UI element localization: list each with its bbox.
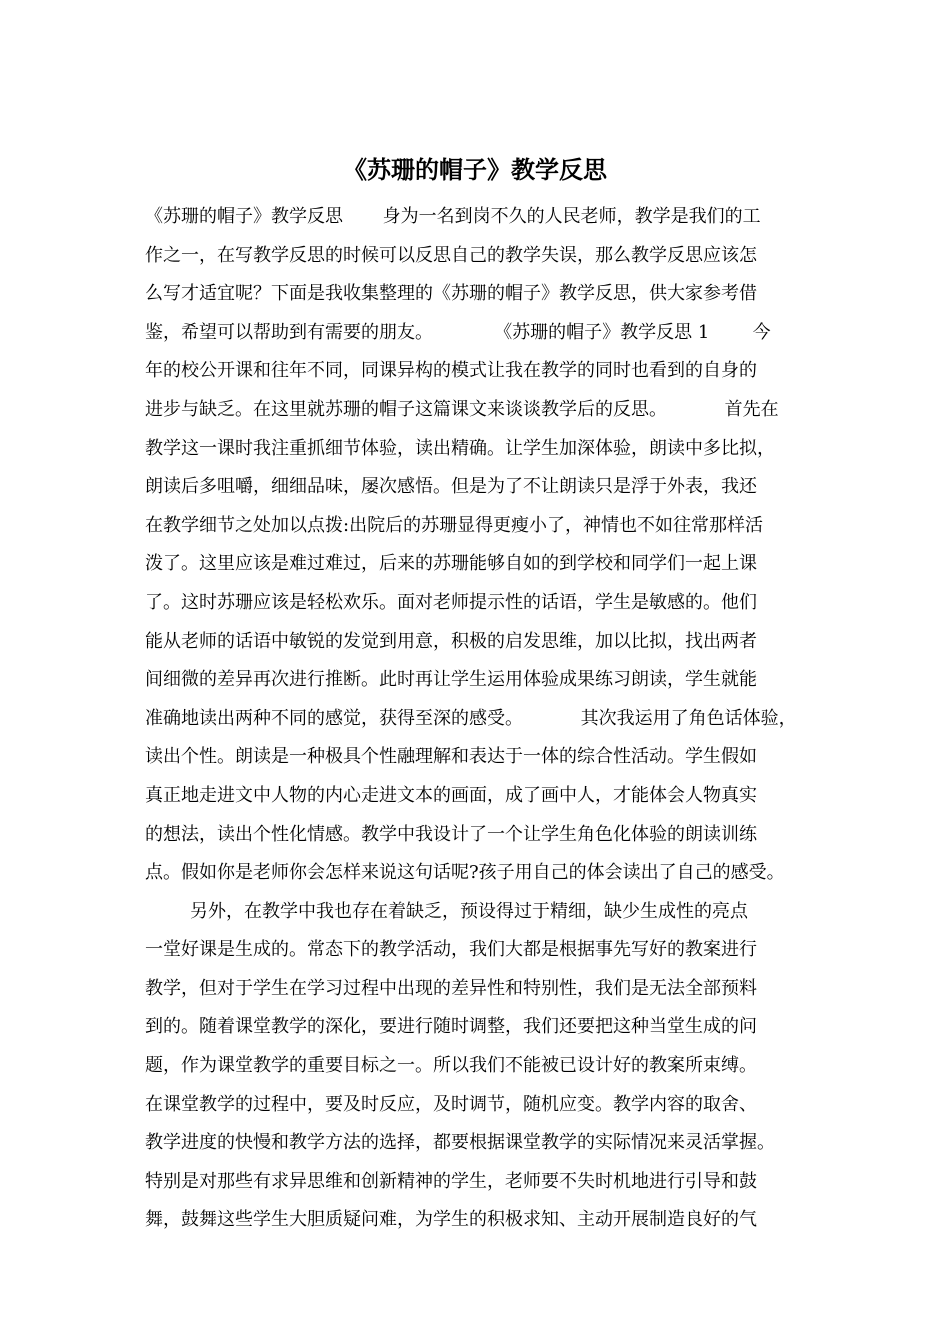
paragraph-line: 进步与缺乏。在这里就苏珊的帽子这篇课文来谈谈教学后的反思。 首先在	[145, 398, 779, 420]
paragraph-line: 在课堂教学的过程中，要及时反应，及时调节，随机应变。教学内容的取舍、	[145, 1093, 757, 1115]
paragraph-line: 题，作为课堂教学的重要目标之一。所以我们不能被已设计好的教案所束缚。	[145, 1055, 757, 1077]
paragraph-line: 作之一，在写教学反思的时候可以反思自己的教学失误，那么教学反思应该怎	[145, 244, 757, 266]
paragraph-line: 真正地走进文中人物的内心走进文本的画面，成了画中人，才能体会人物真实	[145, 784, 757, 806]
paragraph-line: 教学这一课时我注重抓细节体验，读出精确。让学生加深体验，朗读中多比拟，	[145, 437, 775, 459]
paragraph-line: 特别是对那些有求异思维和创新精神的学生，老师要不失时机地进行引导和鼓	[145, 1170, 757, 1192]
paragraph-line: 在教学细节之处加以点拨:出院后的苏珊显得更瘦小了，神情也不如往常那样活	[145, 514, 764, 536]
paragraph-line: 一堂好课是生成的。常态下的教学活动，我们大都是根据事先写好的教案进行	[145, 939, 757, 961]
document-title: 《苏珊的帽子》教学反思	[343, 156, 607, 184]
paragraph-line: 了。这时苏珊应该是轻松欢乐。面对老师提示性的话语，学生是敏感的。他们	[145, 591, 757, 613]
paragraph-line: 读出个性。朗读是一种极具个性融理解和表达于一体的综合性活动。学生假如	[145, 746, 757, 768]
paragraph-line: 鉴，希望可以帮助到有需要的朋友。 《苏珊的帽子》教学反思 1 今	[145, 321, 771, 343]
paragraph-line: 点。假如你是老师你会怎样来说这句话呢?孩子用自己的体会读出了自己的感受。	[145, 862, 785, 884]
paragraph-line: 能从老师的话语中敏锐的发觉到用意，积极的启发思维，加以比拟，找出两者	[145, 630, 757, 652]
paragraph-line: 泼了。这里应该是难过难过，后来的苏珊能够自如的到学校和同学们一起上课	[145, 553, 757, 575]
document-body	[145, 198, 815, 1240]
paragraph-line: 么写才适宜呢？下面是我收集整理的《苏珊的帽子》教学反思，供大家参考借	[145, 283, 757, 305]
paragraph-line: 朗读后多咀嚼，细细品味，屡次感悟。但是为了不让朗读只是浮于外表，我还	[145, 476, 757, 498]
paragraph-line: 教学，但对于学生在学习过程中出现的差异性和特别性，我们是无法全部预料	[145, 977, 757, 999]
paragraph-line: 《苏珊的帽子》教学反思 身为一名到岗不久的人民老师，教学是我们的工	[145, 206, 761, 227]
paragraph-line: 年的校公开课和往年不同，同课异构的模式让我在教学的同时也看到的自身的	[145, 360, 757, 382]
paragraph-line: 的想法，读出个性化情感。教学中我设计了一个让学生角色化体验的朗读训练	[145, 823, 757, 845]
paragraph-line: 到的。随着课堂教学的深化，要进行随时调整，我们还要把这种当堂生成的问	[145, 1016, 757, 1038]
paragraph-line: 准确地读出两种不同的感觉，获得至深的感受。 其次我运用了角色话体验，	[145, 707, 797, 729]
paragraph-line: 教学进度的快慢和教学方法的选择，都要根据课堂教学的实际情况来灵活掌握。	[145, 1132, 775, 1154]
paragraph-line: 间细微的差异再次进行推断。此时再让学生运用体验成果练习朗读，学生就能	[145, 669, 757, 691]
paragraph-line: 舞，鼓舞这些学生大胆质疑问难，为学生的积极求知、主动开展制造良好的气	[145, 1209, 757, 1231]
paragraph-line: 另外，在教学中我也存在着缺乏，预设得过于精细，缺少生成性的亮点	[190, 900, 748, 922]
